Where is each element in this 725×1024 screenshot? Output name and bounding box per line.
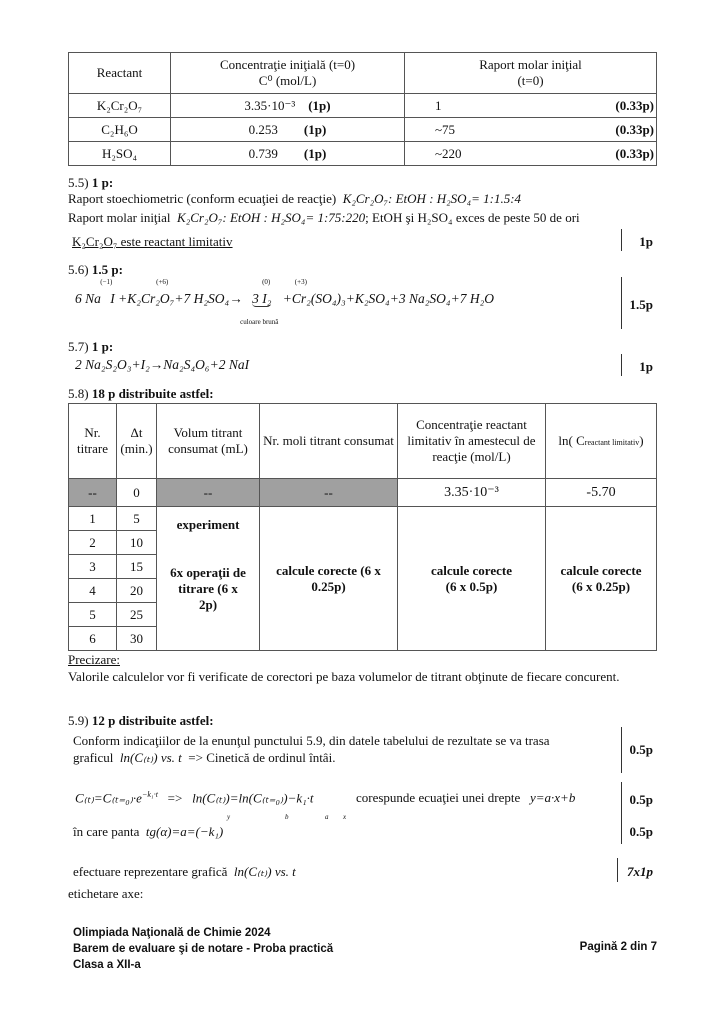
section-points: 1.5 p: bbox=[91, 262, 123, 277]
text-line bbox=[73, 864, 296, 880]
header-ratio bbox=[405, 53, 657, 94]
cell: 30 bbox=[117, 627, 157, 651]
label-x: x bbox=[343, 813, 347, 821]
cell: -5.70 bbox=[546, 479, 657, 507]
cell: 5 bbox=[117, 507, 157, 531]
cell: 10 bbox=[117, 531, 157, 555]
equation: ln(C₍ₜ₎)=ln(C₍ₜ₌₀₎)−k₁·t bbox=[192, 790, 314, 806]
thiosulfate-equation: 2 Na₂S₂O₃+I₂→Na₂S₄O₆+2 NaI bbox=[75, 357, 250, 372]
conc-value: 0.739 bbox=[248, 145, 278, 161]
ratio-cell bbox=[405, 142, 657, 166]
conc-value: 0.253 bbox=[248, 121, 278, 137]
score: 0.5p bbox=[629, 742, 653, 757]
section-5-6-title bbox=[68, 262, 123, 278]
text: Raport molar iniţial bbox=[68, 210, 171, 225]
text: corespunde ecuaţiei unei drepte bbox=[356, 790, 521, 805]
note-text: Valorile calculelor vor fi verificate de corectori pe baza volumelor de titrant obţinute de fiecare concurent. bbox=[68, 669, 620, 684]
header-nr: Nr. titrare bbox=[69, 404, 117, 479]
cell: 15 bbox=[117, 555, 157, 579]
header-volume: Volum titrant consumat (mL) bbox=[157, 404, 260, 479]
conc-cell bbox=[171, 118, 405, 142]
page-number: Pagină 2 din 7 bbox=[579, 941, 657, 953]
header-dt: Δt (min.) bbox=[117, 404, 157, 479]
reactant-table bbox=[68, 52, 657, 166]
kinetic-equation bbox=[75, 790, 314, 806]
initial-ratio-line bbox=[68, 210, 580, 226]
text: experiment bbox=[176, 517, 240, 532]
ratio-value: ~75 bbox=[435, 121, 456, 137]
header-text: Raport molar iniţial bbox=[479, 57, 582, 72]
equation: ln(C₍ₜ₎) vs. t bbox=[119, 750, 182, 765]
section-number: 5.6) bbox=[68, 262, 89, 277]
footer-line: Clasa a XII-a bbox=[73, 959, 141, 971]
cell: -- bbox=[69, 479, 117, 507]
header-reactant: Reactant bbox=[69, 53, 171, 94]
score: 1.5p bbox=[629, 297, 653, 312]
equation: C₍ₜ₎=C₍ₜ₌₀₎·e bbox=[75, 790, 142, 806]
text: Conform indicaţiilor de la enunţul punctului 5.9, din datele tabelului de rezultate se va trasa bbox=[73, 733, 550, 748]
header-moles: Nr. moli titrant consumat bbox=[260, 404, 398, 479]
reactant-cell: C₂H₆O bbox=[69, 118, 171, 142]
redox-equation bbox=[75, 278, 495, 326]
header-text: (t=0) bbox=[517, 73, 544, 88]
oxidation-state: (0) bbox=[262, 278, 271, 286]
ln-merged-cell: calcule corecte (6 x 0.25p) bbox=[546, 507, 657, 651]
text: în care panta bbox=[73, 824, 140, 839]
header-concentration bbox=[171, 53, 405, 94]
text: Raport stoechiometric (conform ecuaţiei de reacţie) bbox=[68, 191, 337, 206]
moles-merged-cell: calcule corecte (6 x 0.25p) bbox=[260, 507, 398, 651]
conc-cell bbox=[171, 142, 405, 166]
cell: 5 bbox=[69, 603, 117, 627]
cell: 2 bbox=[69, 531, 117, 555]
points: (0.33p) bbox=[615, 145, 654, 161]
equation: tg(α)=a=(−k₁) bbox=[145, 824, 224, 839]
text: => Cinetică de ordinul întâi. bbox=[188, 750, 336, 765]
conc-cell bbox=[171, 94, 405, 118]
table-row bbox=[69, 94, 657, 118]
footer bbox=[73, 925, 333, 973]
header-text: ) bbox=[639, 433, 644, 448]
points: (0.33p) bbox=[615, 121, 654, 137]
points: (1p) bbox=[303, 145, 327, 161]
section-5-7-title bbox=[68, 339, 113, 355]
section-5-8-title bbox=[68, 386, 214, 402]
cell: 0 bbox=[117, 479, 157, 507]
section-5-5-title bbox=[68, 175, 113, 191]
equation: y=a·x+b bbox=[529, 790, 576, 805]
footer-line: Barem de evaluare şi de notare - Proba practică bbox=[73, 943, 334, 955]
section-5-9-title bbox=[68, 713, 214, 729]
score: 0.5p bbox=[629, 824, 653, 839]
label-a: a bbox=[325, 813, 329, 821]
conc-value: 3.35·10⁻³ bbox=[244, 97, 296, 113]
exponent: −k₁·t bbox=[141, 790, 158, 799]
cell: 25 bbox=[117, 603, 157, 627]
text: 6x operaţii de titrare (6 x 2p) bbox=[170, 565, 246, 612]
limiting-reactant-text: K₂Cr₂O₇ este reactant limitativ bbox=[72, 234, 233, 249]
text-line bbox=[73, 824, 223, 840]
text: etichetare axe: bbox=[68, 886, 144, 901]
ratio-cell bbox=[405, 118, 657, 142]
score: 0.5p bbox=[629, 792, 653, 807]
eq-part: +K₂Cr₂O₇+7 H₂SO₄→ bbox=[118, 291, 243, 306]
cell: 1 bbox=[69, 507, 117, 531]
points: (0.33p) bbox=[615, 97, 654, 113]
oxidation-state: (+6) bbox=[156, 278, 169, 286]
cell: 6 bbox=[69, 627, 117, 651]
header-text: ln( C bbox=[558, 433, 585, 448]
section-number: 5.5) bbox=[68, 175, 89, 190]
ratio-cell bbox=[405, 94, 657, 118]
eq-part: 3 I₂ bbox=[252, 291, 272, 306]
ratio-value: 1 bbox=[435, 97, 442, 113]
text: graficul bbox=[73, 750, 114, 765]
points: (1p) bbox=[303, 121, 327, 137]
section-points: 18 p distribuite astfel: bbox=[91, 386, 214, 401]
points: (1p) bbox=[308, 97, 331, 113]
text: ; EtOH şi H₂SO₄ exces de peste 50 de ori bbox=[365, 210, 580, 225]
label-b: b bbox=[285, 813, 289, 821]
oxidation-state: (−1) bbox=[100, 278, 113, 286]
header-text: Concentraţie iniţială (t=0) bbox=[219, 57, 356, 72]
header-concentration: Concentraţie reactant limitativ în amestecul de reacţie (mol/L) bbox=[398, 404, 546, 479]
score: 1p bbox=[639, 234, 653, 249]
section-points: 1 p: bbox=[91, 339, 114, 354]
score: 1p bbox=[639, 359, 653, 374]
section-points: 12 p distribuite astfel: bbox=[91, 713, 214, 728]
label-y: y bbox=[227, 813, 231, 821]
text-line bbox=[356, 790, 575, 806]
cell: 4 bbox=[69, 579, 117, 603]
annotation: culoare brună bbox=[240, 318, 279, 326]
header-subscript: reactant limitativ bbox=[584, 438, 640, 447]
header-text: C⁰ (mol/L) bbox=[258, 73, 317, 88]
cell: 3.35·10⁻³ bbox=[398, 479, 546, 507]
table-row bbox=[69, 507, 657, 531]
reactant-cell: H₂SO₄ bbox=[69, 142, 171, 166]
section-points: 1 p: bbox=[91, 175, 114, 190]
score-text: 7x1p bbox=[627, 864, 653, 879]
volume-merged-cell bbox=[157, 507, 260, 651]
equation: K₂Cr₂O₇: EtOH : H₂SO₄= 1:1.5:4 bbox=[342, 191, 522, 206]
cell: -- bbox=[260, 479, 398, 507]
section-number: 5.9) bbox=[68, 713, 89, 728]
eq-part: +Cr₂(SO₄)₃+K₂SO₄+3 Na₂SO₄+7 H₂O bbox=[282, 291, 495, 306]
eq-part: I bbox=[110, 291, 115, 306]
reactant-cell: K₂Cr₂O₇ bbox=[69, 94, 171, 118]
table-row bbox=[69, 479, 657, 507]
score bbox=[593, 864, 653, 880]
ratio-value: ~220 bbox=[435, 145, 462, 161]
implies: => bbox=[167, 790, 183, 806]
header-ln bbox=[546, 404, 657, 479]
footer-line: Olimpiada Naţională de Chimie 2024 bbox=[73, 927, 271, 939]
cell: 20 bbox=[117, 579, 157, 603]
section-number: 5.7) bbox=[68, 339, 89, 354]
section-number: 5.8) bbox=[68, 386, 89, 401]
eq-part: 6 Na bbox=[75, 291, 101, 306]
titration-table bbox=[68, 403, 657, 651]
equation: ln(C₍ₜ₎) vs. t bbox=[233, 864, 296, 879]
cell: -- bbox=[157, 479, 260, 507]
table-row bbox=[69, 142, 657, 166]
text: efectuare reprezentare grafică bbox=[73, 864, 228, 879]
cell: 3 bbox=[69, 555, 117, 579]
text-line bbox=[73, 750, 335, 766]
conc-merged-cell: calcule corecte (6 x 0.5p) bbox=[398, 507, 546, 651]
note-title: Precizare: bbox=[68, 652, 120, 667]
stoich-ratio-line bbox=[68, 191, 521, 207]
table-row bbox=[69, 118, 657, 142]
equation: K₂Cr₂O₇: EtOH : H₂SO₄= 1:75:220 bbox=[177, 210, 366, 225]
oxidation-state: (+3) bbox=[294, 278, 307, 286]
